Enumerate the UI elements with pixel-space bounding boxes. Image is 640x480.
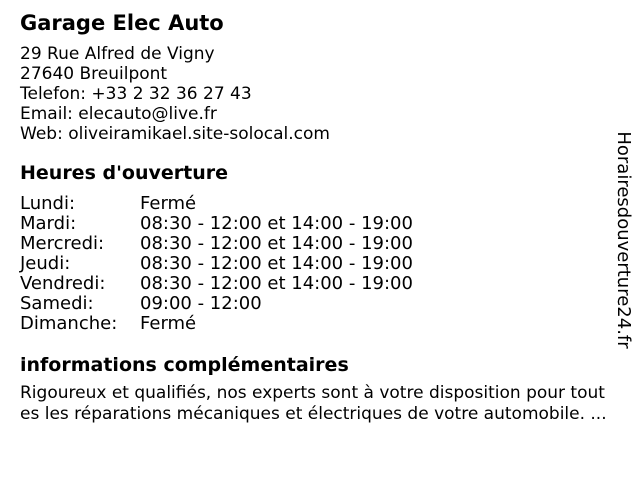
table-row — [20, 254, 612, 274]
table-row — [20, 294, 612, 314]
day-hours: 09:00 - 12:00 — [140, 293, 262, 314]
day-hours: 08:30 - 12:00 et 14:00 - 19:00 — [140, 273, 413, 294]
address-line: 27640 Breuilpont — [20, 64, 168, 84]
phone-line: Telefon: +33 2 32 36 27 43 — [20, 84, 252, 104]
opening-hours-table — [20, 194, 612, 334]
table-row — [20, 314, 612, 334]
day-hours: Fermé — [140, 313, 197, 334]
day-hours: Fermé — [140, 193, 197, 214]
day-label: Lundi: — [20, 193, 76, 214]
main-content — [20, 10, 612, 425]
website-line: Web: oliveiramikael.site-solocal.com — [20, 124, 330, 144]
table-row — [20, 274, 612, 294]
additional-info-text: Rigoureux et qualifiés, nos experts sont à votre disposition pour toutes les réparations mécaniques et électriques de votre automobile. ... — [20, 383, 607, 424]
day-label: Mercredi: — [20, 233, 105, 254]
address-line: 29 Rue Alfred de Vigny — [20, 44, 215, 64]
table-row — [20, 234, 612, 254]
email-line: Email: elecauto@live.fr — [20, 104, 217, 124]
day-hours: 08:30 - 12:00 et 14:00 - 19:00 — [140, 253, 413, 274]
day-label: Samedi: — [20, 293, 94, 314]
day-label: Mardi: — [20, 213, 77, 234]
site-watermark: Horairesdouverture24.fr — [613, 131, 634, 349]
opening-hours-heading: Heures d'ouverture — [20, 162, 228, 184]
day-hours: 08:30 - 12:00 et 14:00 - 19:00 — [140, 213, 413, 234]
day-label: Jeudi: — [20, 253, 71, 274]
day-label: Vendredi: — [20, 273, 106, 294]
contact-block — [20, 44, 612, 144]
day-hours: 08:30 - 12:00 et 14:00 - 19:00 — [140, 233, 413, 254]
additional-info-heading: informations complémentaires — [20, 354, 349, 376]
table-row — [20, 194, 612, 214]
table-row — [20, 214, 612, 234]
day-label: Dimanche: — [20, 313, 118, 334]
business-name: Garage Elec Auto — [20, 11, 224, 35]
